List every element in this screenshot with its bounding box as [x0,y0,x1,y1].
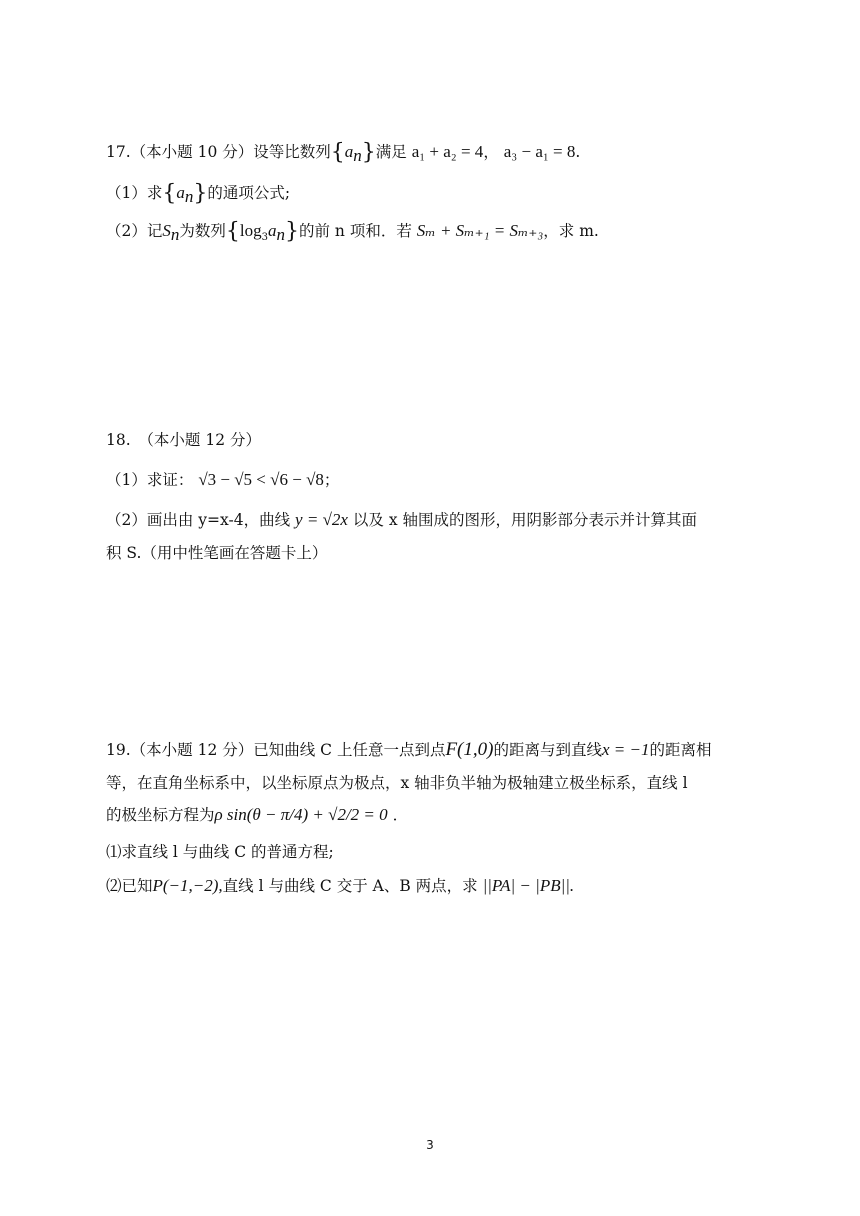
q17-part1 [106,183,290,207]
q18-part2-math: y = √2x [295,510,348,529]
q17-end: . [575,143,581,161]
q19-point-f: F(1,0) [445,739,494,760]
q17-part2 [106,221,599,248]
q17-part2-after: 的前 n 项和．若 [299,222,412,240]
q17-sn: Sn [162,221,180,244]
q19-part2-math: ||PA| − |PB||. [482,876,575,895]
q18-part1 [106,470,339,490]
q17-part1-suffix: 的通项公式; [207,184,291,202]
q18-part1-math: √3 − √5 < √6 − √8 [198,470,324,489]
q19-part2 [106,876,574,896]
q17-part2-prefix: （2）记 [106,222,163,240]
q18-part1-prefix: （1）求证： [106,471,194,489]
q19-line-x: x = −1 [601,740,650,759]
q17-log-seq: $\{\log_3an\}$ [225,219,299,244]
q18-title: 18. （本小题 12 分） [106,431,261,449]
q17-cond1: a₁ + a₂ = 4 [411,142,484,161]
q17-title-mid: 满足 [375,143,407,161]
q17-seq-a: {an} [330,140,376,165]
q18-part1-end: ； [323,471,340,489]
q19-line3 [106,805,408,825]
q19-point-p: P(−1,−2), [152,876,223,895]
q17-title [106,142,580,166]
q17-sep: ， [483,143,499,161]
q19-line1-mid: 的距离与到直线 [493,741,602,759]
q19-line1-prefix: 19.（本小题 12 分）已知曲线 C 上任意一点到点 [106,741,446,759]
q17-part2-mid: 为数列 [179,222,226,240]
q17-part1-prefix: （1）求 [106,184,163,202]
q19-line2: 等，在直角坐标系中，以坐标原点为极点，x 轴非负半轴为极轴建立极坐标系，直线 l [106,774,688,792]
q17-part2-end: ，求 m. [543,222,599,240]
q18-part2-line2: 积 S.（用中性笔画在答题卡上） [106,544,328,562]
q19-line3-prefix: 的极坐标方程为 [106,806,215,824]
q17-part1-seq: {an} [162,181,208,206]
q19-part2-mid: 直线 l 与曲线 C 交于 A、B 两点，求 [222,877,478,895]
q19-part1: ⑴求直线 l 与曲线 C 的普通方程; [106,843,334,861]
q19-line3-end: ． [392,806,409,824]
q19-line1-end: 的距离相 [649,741,712,759]
q18-part2-suffix: 以及 x 轴围成的图形，用阴影部分表示并计算其面 [352,511,697,529]
q17-part2-eq: Sₘ + Sₘ₊₁ = Sₘ₊₃ [416,221,544,240]
page-number: 3 [426,1138,434,1152]
q19-line1 [106,740,712,760]
q18-part2 [106,510,697,530]
q19-part2-prefix: ⑵已知 [106,877,153,895]
q19-polar-eq: ρ sin(θ − π/4) + √2/2 = 0 [214,805,388,824]
q17-title-prefix: 17.（本小题 10 分）设等比数列 [106,143,331,161]
q18-part2-prefix: （2）画出由 y=x-4，曲线 [106,511,291,529]
q17-cond2: a₃ − a₁ = 8 [503,142,576,161]
